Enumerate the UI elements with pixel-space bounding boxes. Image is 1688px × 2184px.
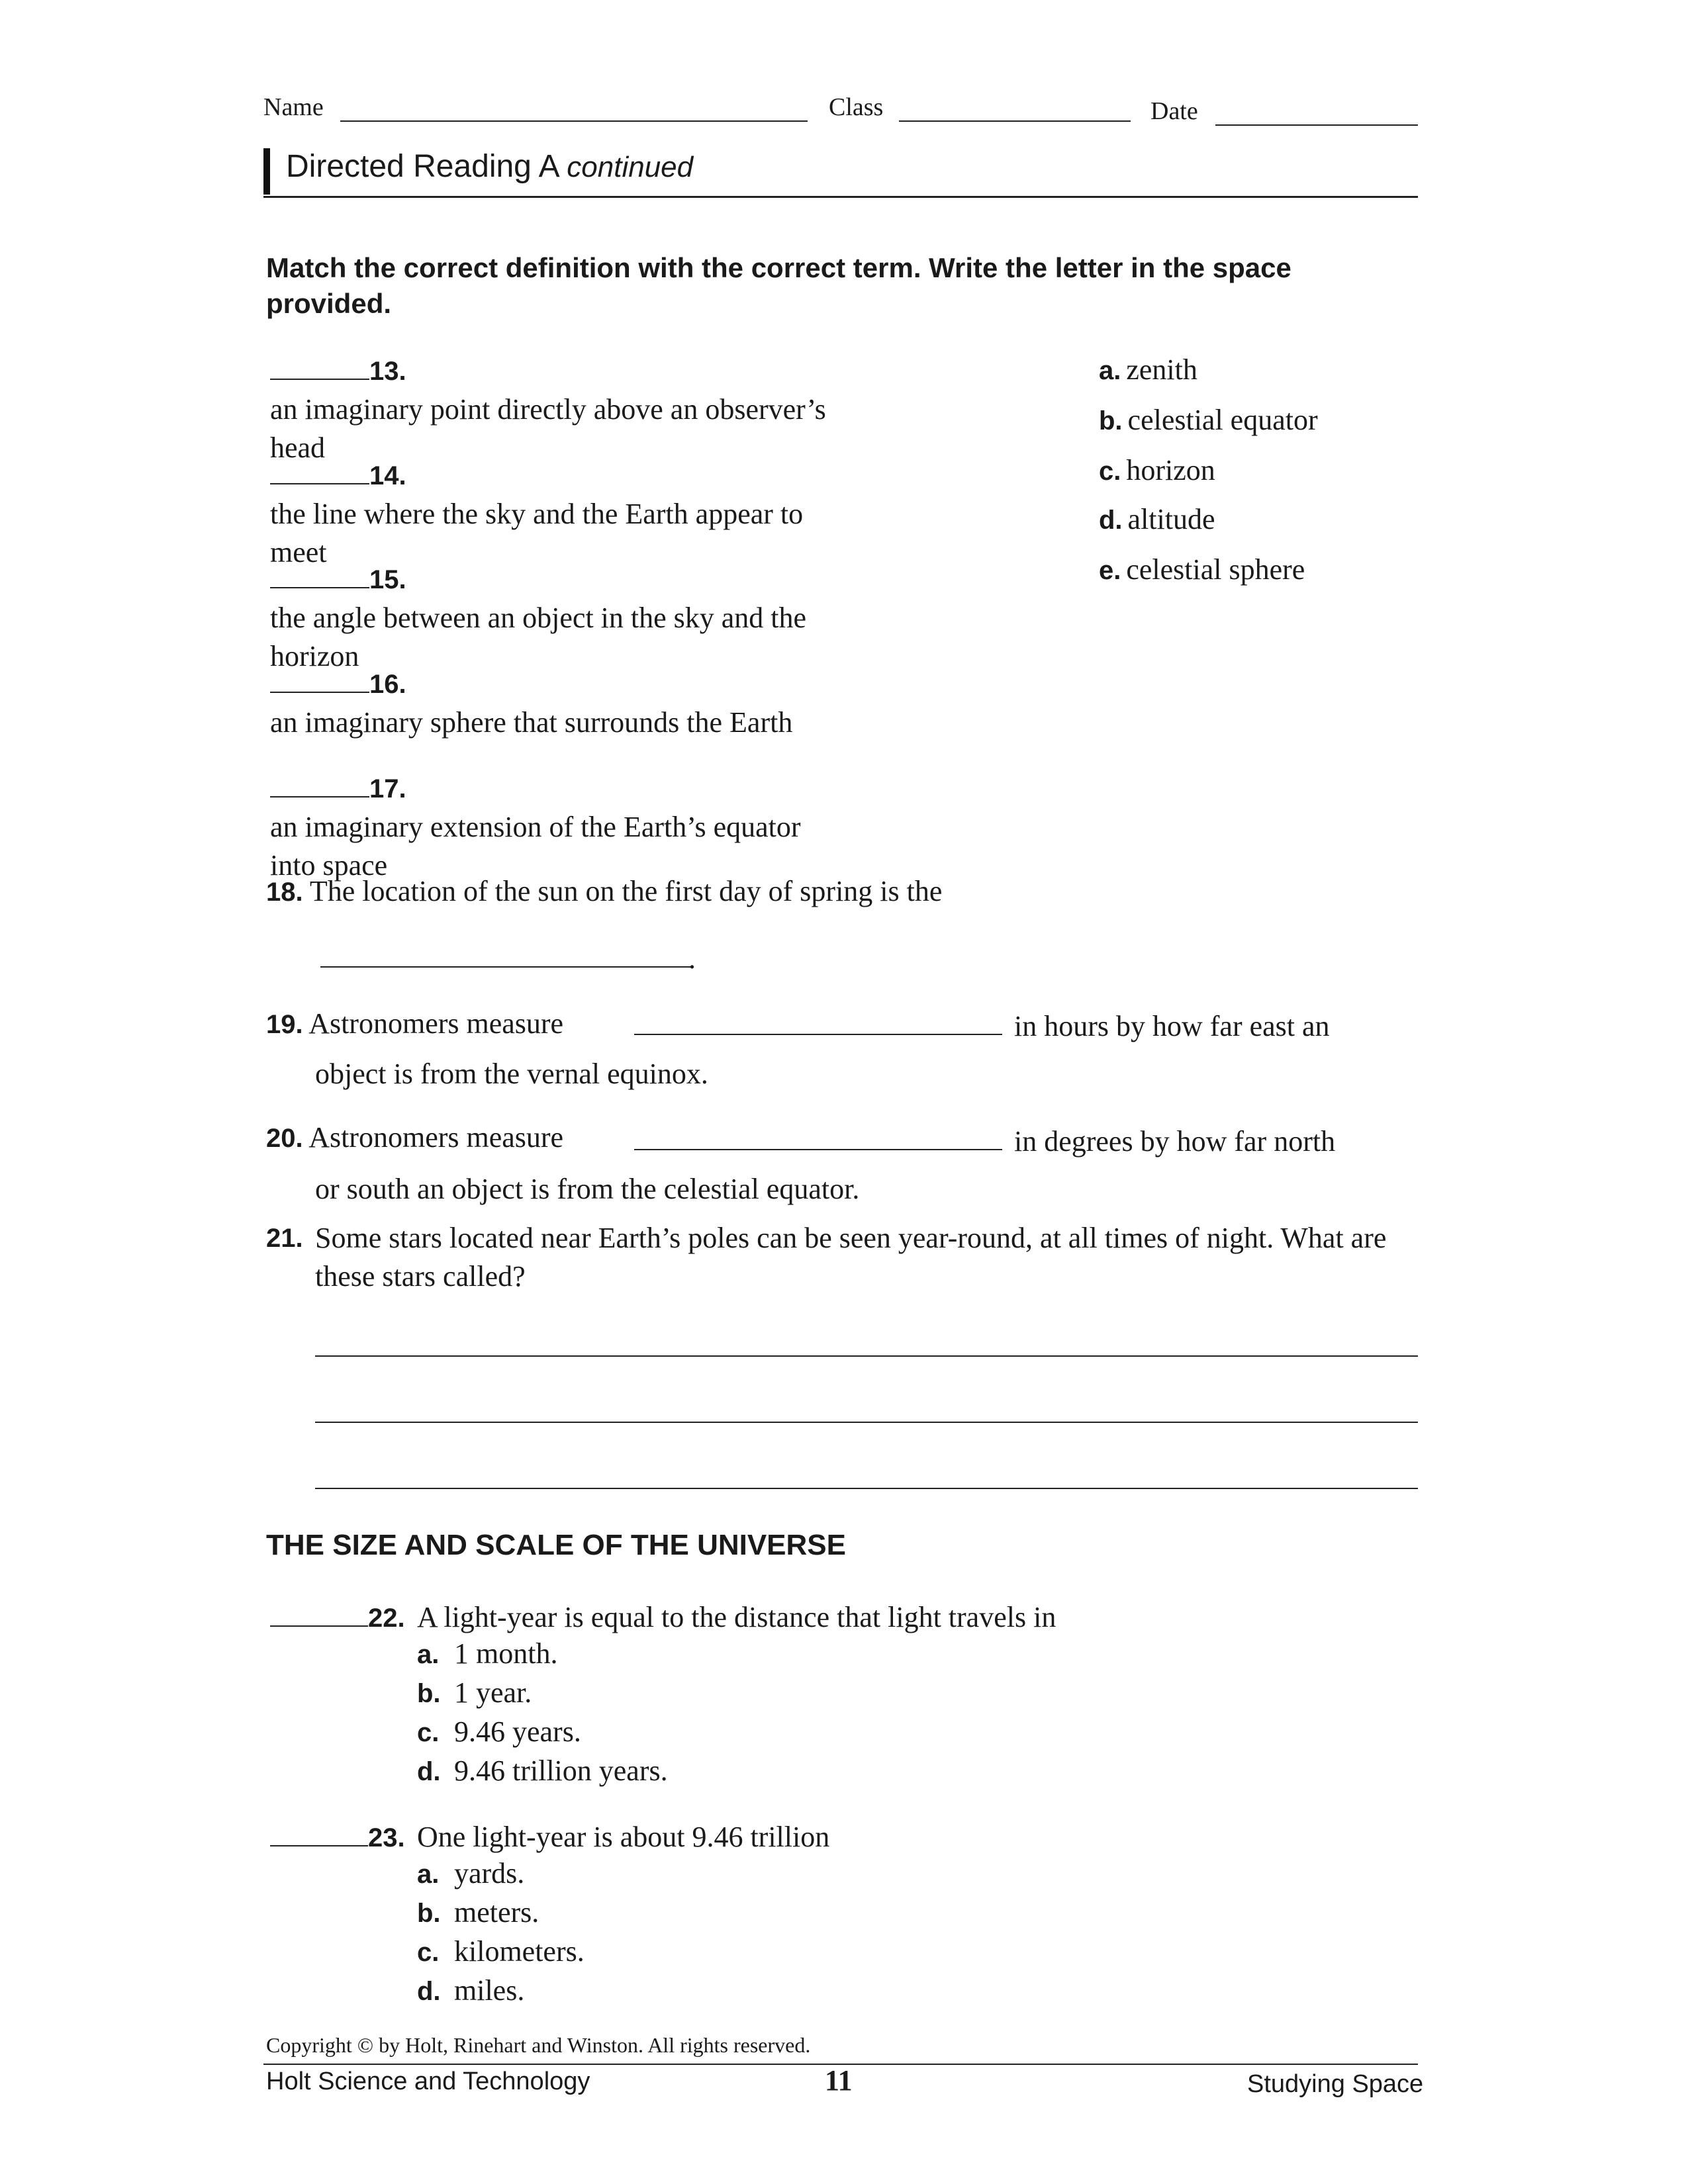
instructions: Match the correct definition with the correct term. Write the letter in the space provided. — [266, 252, 1291, 319]
section-title — [286, 148, 693, 185]
choice-d — [417, 1752, 668, 1791]
choice-letter: d. — [417, 1977, 441, 2006]
date-field[interactable] — [1215, 124, 1418, 126]
answer-blank-13[interactable] — [270, 349, 369, 380]
question-text-before: Astronomers measure — [308, 1007, 564, 1040]
question-number: 17. — [369, 774, 406, 803]
answer-blank-22[interactable] — [270, 1596, 368, 1627]
question-number: 13. — [369, 357, 406, 386]
choice-a — [417, 1854, 585, 1893]
choice-text: meters. — [454, 1896, 539, 1929]
answer-blank-15[interactable] — [270, 558, 369, 588]
option-text: celestial sphere — [1126, 553, 1305, 586]
option-a — [1099, 351, 1197, 390]
answer-line-21-3[interactable] — [315, 1488, 1418, 1489]
answer-line-19[interactable] — [634, 1034, 1002, 1035]
section-marker — [263, 148, 270, 195]
match-item-13 — [270, 349, 998, 467]
question-number: 16. — [369, 670, 406, 699]
question-number: 23. — [368, 1823, 405, 1852]
option-letter: d. — [1099, 506, 1123, 535]
option-letter: b. — [1099, 406, 1123, 435]
section-rule — [263, 196, 1418, 198]
question-text: A light-year is equal to the distance that light travels in — [417, 1601, 1056, 1633]
match-item-15 — [270, 558, 998, 676]
answer-blank-17[interactable] — [270, 767, 369, 797]
question-text-after: in hours by how far east an — [1014, 1010, 1330, 1042]
option-text: celestial equator — [1127, 404, 1318, 436]
choice-b — [417, 1893, 585, 1933]
option-letter: a. — [1099, 356, 1121, 385]
option-b — [1099, 401, 1318, 440]
choice-letter: a. — [417, 1640, 440, 1669]
copyright: Copyright © by Holt, Rinehart and Winston. All rights reserved. — [266, 2033, 811, 2057]
choice-a — [417, 1635, 668, 1674]
question-text: the line where the sky and the Earth appear to meet — [270, 498, 804, 569]
question-21 — [266, 1219, 1405, 1296]
match-item-17 — [270, 767, 998, 885]
choice-letter: b. — [417, 1899, 441, 1928]
question-text-after: in degrees by how far north — [1014, 1125, 1336, 1158]
question-number: 14. — [369, 461, 406, 490]
footer-chapter-title: Studying Space — [1247, 2070, 1424, 2098]
section-subtitle: continued — [567, 151, 694, 183]
choice-letter: b. — [417, 1679, 441, 1708]
option-text: zenith — [1126, 353, 1197, 386]
option-text: altitude — [1127, 503, 1215, 535]
footer-book-title: Holt Science and Technology — [266, 2068, 590, 2095]
question-number: 20. — [266, 1124, 303, 1153]
answer-line-21-1[interactable] — [315, 1355, 1418, 1357]
option-d — [1099, 500, 1215, 539]
name-field[interactable] — [340, 120, 808, 122]
option-text: horizon — [1126, 454, 1215, 486]
choice-text: yards. — [454, 1857, 525, 1889]
question-18 — [266, 872, 942, 911]
answer-blank-14[interactable] — [270, 454, 369, 484]
answer-blank-23[interactable] — [270, 1816, 368, 1846]
choice-c — [417, 1713, 668, 1752]
question-text: The location of the sun on the first day of spring is the — [309, 875, 943, 907]
choice-text: kilometers. — [454, 1935, 585, 1968]
choice-text: 1 year. — [454, 1676, 532, 1709]
option-letter: e. — [1099, 556, 1121, 585]
question-20-number-and-lead — [266, 1118, 563, 1158]
choice-text: 9.46 years. — [454, 1715, 581, 1748]
choices-22 — [417, 1635, 668, 1791]
choice-letter: d. — [417, 1757, 441, 1786]
question-text-line2: or south an object is from the celestial equator. — [315, 1173, 860, 1205]
match-item-16 — [270, 662, 998, 742]
question-text: the angle between an object in the sky and the horizon — [270, 602, 807, 672]
question-number: 22. — [368, 1604, 405, 1633]
question-text: Some stars located near Earth’s poles can be seen year-round, at all times of night. What are these stars called? — [315, 1222, 1387, 1293]
question-number: 15. — [369, 565, 406, 594]
option-letter: c. — [1099, 457, 1121, 486]
question-text-before: Astronomers measure — [308, 1121, 564, 1154]
choice-b — [417, 1674, 668, 1713]
choice-letter: c. — [417, 1938, 440, 1967]
match-item-14 — [270, 454, 998, 572]
class-field[interactable] — [899, 120, 1131, 122]
choice-letter: c. — [417, 1718, 440, 1747]
question-22 — [270, 1596, 1263, 1637]
question-number: 18. — [266, 878, 303, 907]
question-text: an imaginary extension of the Earth’s equator into space — [270, 811, 801, 882]
choice-text: 9.46 trillion years. — [454, 1754, 668, 1787]
question-23 — [270, 1816, 1263, 1857]
choice-letter: a. — [417, 1860, 440, 1889]
question-number: 19. — [266, 1010, 303, 1039]
question-text: One light-year is about 9.46 trillion — [417, 1821, 830, 1853]
choice-text: 1 month. — [454, 1637, 558, 1670]
choice-text: miles. — [454, 1974, 525, 2007]
section-title-text: Directed Reading A — [286, 149, 558, 184]
question-19-number-and-lead — [266, 1005, 563, 1044]
choices-23 — [417, 1854, 585, 2011]
choice-c — [417, 1933, 585, 1972]
answer-line-18[interactable] — [320, 966, 691, 968]
date-label: Date — [1150, 97, 1198, 125]
option-e — [1099, 551, 1305, 590]
section-heading: THE SIZE AND SCALE OF THE UNIVERSE — [266, 1529, 847, 1561]
name-label: Name — [263, 93, 324, 121]
answer-line-21-2[interactable] — [315, 1422, 1418, 1423]
question-text: an imaginary point directly above an observer’s head — [270, 393, 826, 464]
option-c — [1099, 451, 1215, 490]
question-text-line2: object is from the vernal equinox. — [315, 1058, 708, 1090]
answer-blank-16[interactable] — [270, 662, 369, 693]
question-number: 21. — [266, 1224, 303, 1253]
answer-line-20[interactable] — [634, 1149, 1002, 1150]
question-text: an imaginary sphere that surrounds the Earth — [270, 706, 793, 739]
page-number: 11 — [825, 2064, 853, 2097]
choice-d — [417, 1972, 585, 2011]
period: . — [688, 942, 696, 975]
class-label: Class — [829, 93, 884, 121]
